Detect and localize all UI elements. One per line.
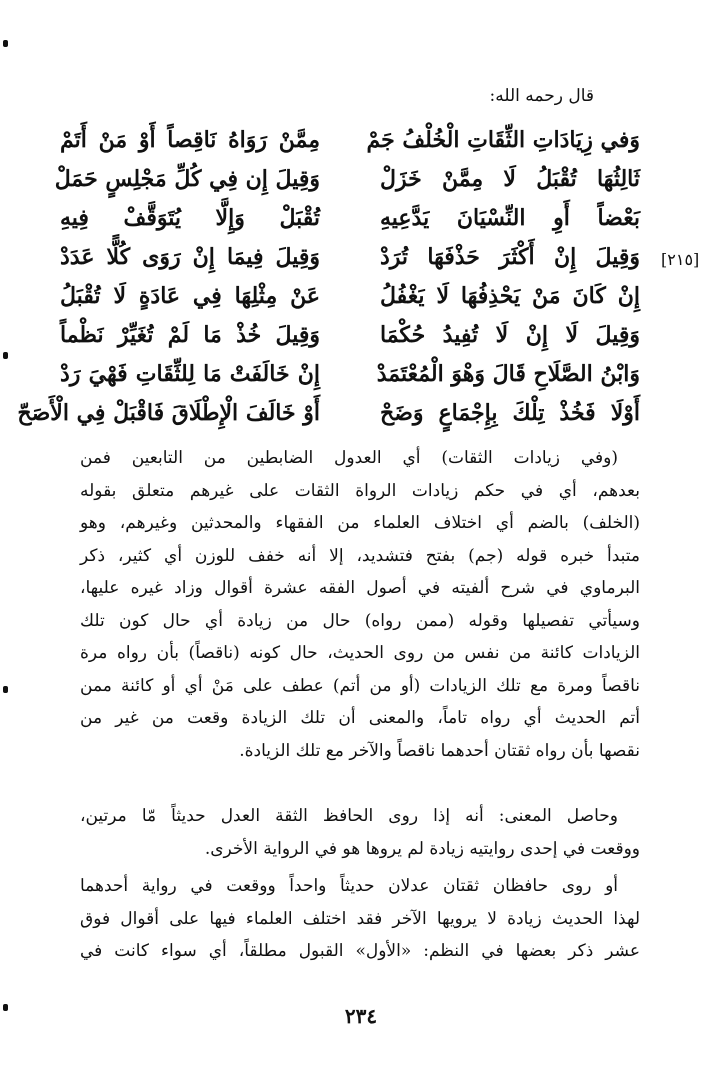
hemistich-left: وَقِيلَ فِيمَا إِنْ رَوَى كُلًّا عَدَدْ (60, 243, 320, 270)
hemistich-left: تُقْبَلْ وَإِلَّا يُتَوَقَّفْ فِيهِ (60, 204, 320, 231)
poem-verse (60, 237, 640, 276)
poem-verse (60, 120, 640, 159)
margin-mark-middle (3, 352, 8, 359)
text-line: ووقعت في إحدى روايتيه زيادة لم يروها هو في الرواية الأخرى. (204, 838, 640, 859)
text-line: الزيادات كائنة من نفس من روى الحديث، حال كونه (ناقصاً) بأن رواه مرة (80, 643, 640, 663)
commentary-paragraph-3 (80, 870, 640, 968)
poem-verse (60, 276, 640, 315)
poem-verse (17, 393, 640, 432)
hemistich-right: بَعْضاً أَوِ النِّسْيَانَ يَدَّعِيهِ (380, 204, 640, 231)
poem-verse (60, 315, 640, 354)
hemistich-left: وَقِيلَ إِن فِي كُلِّ مَجْلِسٍ حَمَلْ (54, 165, 320, 192)
hemistich-right: ثَالِثُهَا تُقْبَلُ لَا مِمَّنْ خَزَلْ (380, 165, 640, 192)
text-line: وسيأتي تفصيلها وقوله (ممن رواه) حال من زيادة أي حال كون تلك (80, 610, 640, 631)
commentary-paragraph-1 (80, 442, 640, 767)
hemistich-right: وَقِيلَ إِنْ أَكْثَرَ حَذْفَهَا تُرَدْ (380, 243, 640, 270)
page-number: ٢٣٤ (344, 1004, 378, 1028)
text-line: أو روى حافظان ثقتان عدلان حديثاً واحداً ووقعت في رواية أحدهما (80, 876, 618, 896)
hemistich-left: أَوْ خَالَفَ الْإِطْلَاقَ فَاقْبَلْ فِي الْأَصَحّ (17, 399, 320, 426)
verse-number: [٢١٥] (661, 250, 700, 269)
hemistich-right: وَابْنُ الصَّلَاحِ قَالَ وَهْوَ الْمُعْتَمَدْ (376, 360, 640, 387)
text-line: متبدأ خبره قوله (جم) بفتح فتشديد، إلا أنه خفف للوزن أي كثير، ذكر (80, 545, 640, 566)
hemistich-left: عَنْ مِثْلِهَا فِي عَادَةٍ لَا تُقْبَلُ (60, 282, 320, 309)
hemistich-left: وَقِيلَ خُذْ مَا لَمْ تُغَيِّرْ نَظْماً (60, 321, 320, 348)
poem-verse (60, 354, 640, 393)
hemistich-right: إِنْ كَانَ مَنْ يَحْذِفُهَا لَا يَغْفُلُ (380, 282, 640, 309)
margin-mark-top (3, 40, 8, 47)
text-line: نقصها بأن رواه ثقتان أحدهما ناقصاً والآخر مع تلك الزيادة. (239, 740, 640, 761)
text-line: وحاصل المعنى: أنه إذا روى الحافظ الثقة العدل حديثاً مّا مرتين، (80, 806, 618, 826)
hemistich-left: مِمَّنْ رَوَاهُ نَاقِصاً أَوْ مَنْ أَتَمْ (60, 126, 320, 153)
text-line: (وفي زيادات الثقات) أي العدول الضابطين من التابعين فمن (80, 448, 618, 468)
text-line: بعدهم، أي في حكم زيادات الرواة الثقات على غيرهم متعلق بقوله (80, 480, 640, 501)
margin-mark-lower (3, 686, 8, 693)
hemistich-right: أَوْلَا فَخُذْ تِلْكَ بِإِجْمَاعٍ وَضَحْ (380, 399, 640, 426)
hemistich-right: وَقِيلَ لَا إِنْ لَا تُفِيدُ حُكْمَا (380, 321, 640, 348)
commentary-paragraph-2 (80, 800, 640, 865)
poem-verse (60, 198, 640, 237)
text-line: ناقصاً ومرة مع تلك الزيادات (أو من أتم) عطف على مَنْ أي أو كائنة ممن (80, 675, 640, 696)
poem-verse (54, 159, 640, 198)
text-line: البرماوي في شرح ألفيته في أصول الفقه عشرة أقوال وزاد غيره عليها، (80, 578, 640, 598)
text-line: عشر ذكر بعضها في النظم: «الأول» القبول مطلقاً، أي سواء كانت في (80, 941, 640, 961)
text-line: أتم الحديث أي رواه تاماً، والمعنى أن تلك الزيادة وقعت من غير من (80, 708, 640, 728)
text-line: (الخلف) بالضم أي اختلاف العلماء من الفقهاء والمحدثين وغيرهم، وهو (80, 513, 640, 533)
poem-block (17, 120, 640, 432)
hemistich-left: إِنْ خَالَفَتْ مَا لِلثِّقَاتِ فَهْيَ رَدْ (60, 360, 320, 387)
section-heading: قال رحمه الله: (489, 86, 594, 106)
hemistich-right: وَفي زِيَادَاتِ الثِّقَاتِ الْخُلْفُ جَمْ (366, 126, 640, 153)
text-line: لهذا الحديث زيادة لا يرويها الآخر فقد اختلف العلماء فيها على أقوال فوق (80, 908, 640, 929)
